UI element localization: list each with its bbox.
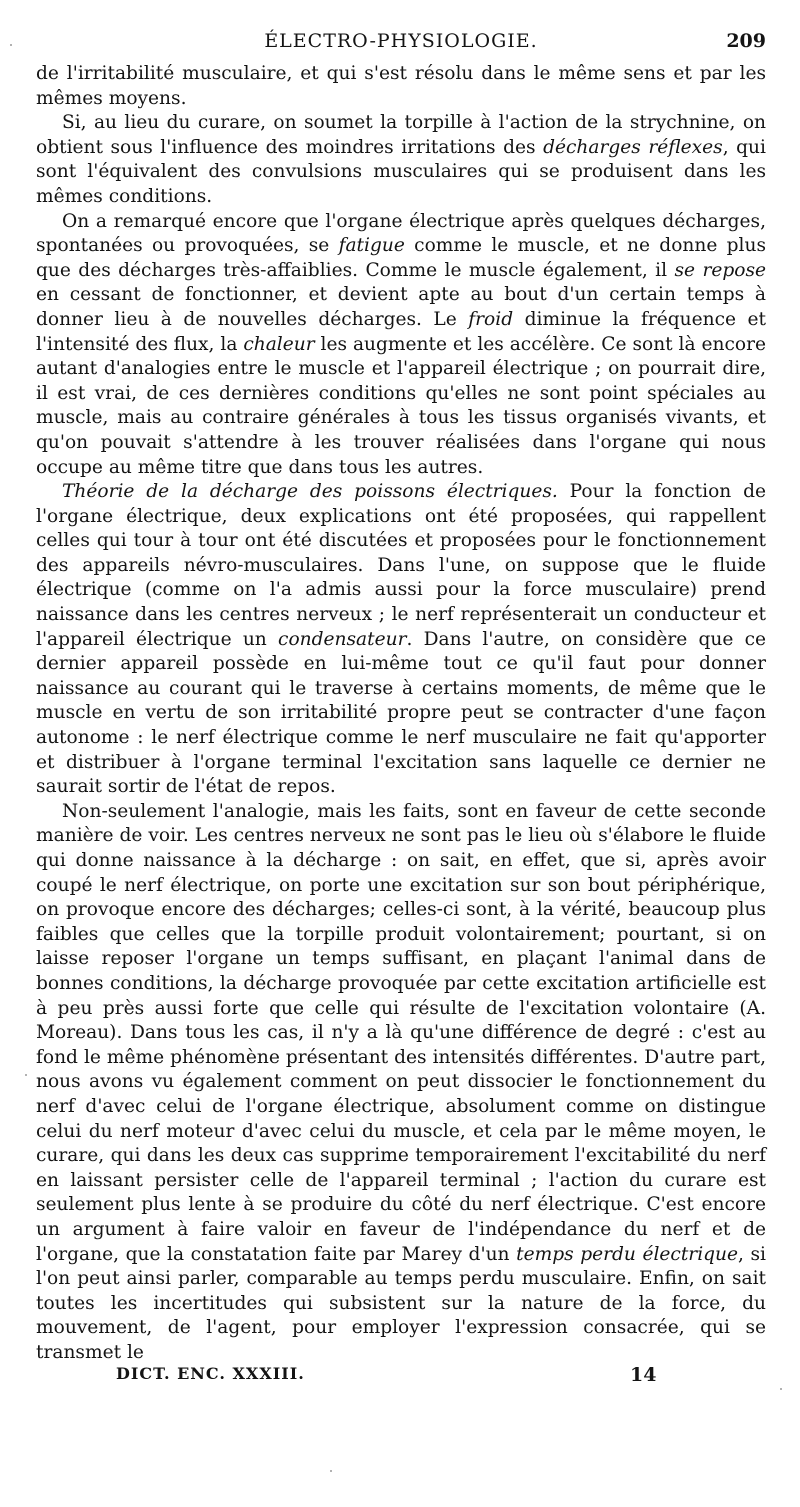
body-text (36, 62, 766, 1365)
scan-speck (25, 1074, 27, 1076)
text-run: Pour la fonction de l'organe électrique, deux explications ont été proposées, qui rappellent celles qui tour à tour ont été discutées et proposées pour le fonctionnement des appareils névro-musculaires. Dans l'une, on suppose que le fluide électrique (comme on l'a admis aussi pour la force musculaire) prend naissance dans les centres nerveux ; le nerf représenterait un conducteur et l'appareil électrique un (36, 481, 766, 650)
running-title: ÉLECTRO-PHYSIOLOGIE. (264, 30, 538, 52)
italic-text: condensateur (278, 628, 407, 650)
text-run: Si, au lieu du curare, on soumet la torpille à l'action de la strychnine, on obtient sous l'influence des moindres irritations des (36, 112, 766, 158)
text-run: de l'irritabilité musculaire, et qui s'est résolu dans le même sens et par les mêmes moyens. (36, 63, 766, 109)
paragraph-evidence (36, 800, 766, 1366)
paragraph-continuation (36, 62, 766, 111)
printer-signature: DICT. ENC. XXXIII. (116, 1364, 305, 1383)
paragraph-strychnine (36, 111, 766, 209)
text-run: . Dans l'autre, on considère que ce dernier appareil possède en lui-même tout ce qu'il faut pour donner naissance au courant qui le traverse à certains moments, de même que le muscle en vertu de son irritabilité propre peut se contracter d'une façon autonome : le nerf électrique comme le nerf musculaire ne fait qu'apporter et distribuer à l'organe terminal l'excitation sans laquelle ce dernier ne saurait sortir de l'état de repos. (36, 628, 767, 798)
italic-text: décharges réflexes (543, 136, 723, 158)
text-run: les augmente et les accélère. Ce sont là encore autant d'analogies entre le muscle et l'appareil électrique ; on pourrait dire, il est vrai, de ces dernières conditions qu'elles ne sont point spéciales au muscle, mais au contraire générales à tous les tissus organisés vivants, et qu'on pouvait s'attendre à les trouver réalisées dans l'organe qui nous occupe au même titre que dans tous les autres. (36, 333, 766, 478)
page-number: 209 (726, 30, 766, 52)
scan-speck (10, 44, 12, 46)
italic-text: Théorie de la décharge des poissons électriques. (62, 481, 558, 503)
text-run: Non-seulement l'analogie, mais les faits, sont en faveur de cette seconde manière de voir. Les centres nerveux ne sont pas le lieu où s'élabore le fluide qui donne naissance à la décharge : on sait, en effet, que si, après avoir coupé le nerf électrique, on porte une excitation sur son bout périphérique, on provoque encore des décharges; celles-ci sont, à la vérité, beaucoup plus faibles que celles que la torpille produit volontairement; pourtant, si on laisse reposer l'organe un temps suffisant, en plaçant l'animal dans de bonnes conditions, la décharge provoquée par cette excitation artificielle est à peu près aussi forte que celle qui résulte de l'excitation volontaire (A. Moreau). Dans tous les cas, il n'y a là qu'une différence de degré : c'est au fond le même phénomène présentant des intensités différentes. D'autre part, nous avons vu également comment on peut dissocier le fonctionnement du nerf d'avec celui de l'organe électrique, absolument comme on distingue celui du nerf moteur d'avec celui du muscle, et cela par le même moyen, le curare, qui dans les deux cas supprime temporairement l'excitabilité du nerf en laissant persister celle de l'appareil terminal ; l'action du curare est seulement plus lente à se produire du côté du nerf électrique. C'est encore un argument à faire valoir en faveur de l'indépendance du nerf et de l'organe, que la constatation faite par Marey d'un (36, 800, 766, 1265)
scan-speck (780, 1388, 782, 1390)
paragraph-fatigue (36, 210, 766, 481)
scan-speck (330, 1470, 332, 1472)
italic-text: temps perdu électrique (516, 1243, 739, 1265)
italic-text: se repose (674, 259, 766, 281)
paragraph-theory (36, 480, 766, 800)
text-run: en cessant de fonctionner, et devient apte au bout d'un certain temps à donner lieu à de nouvelles décharges. Le (36, 284, 766, 330)
sheet-number: 14 (630, 1364, 657, 1386)
page-header (36, 30, 766, 60)
text-run: , si l'on peut ainsi parler, comparable au temps perdu musculaire. Enfin, on sait toutes les incertitudes qui subsistent sur la nature de la force, du mouvement, de l'agent, pour employer l'expression consacrée, qui se transmet le (36, 1243, 767, 1363)
page-footer (36, 1364, 766, 1394)
italic-text: chaleur (243, 333, 315, 355)
italic-text: froid (468, 308, 514, 330)
text-run: comme le muscle, et ne donne plus que des décharges très-affaiblies. Comme le muscle également, il (36, 235, 767, 281)
italic-text: fatigue (338, 235, 405, 257)
text-run: diminue la fréquence et l'intensité des flux, la (36, 308, 766, 355)
text-run: On a remarqué encore que l'organe électrique après quelques décharges, spontanées ou provoquées, se (36, 210, 766, 257)
text-run: , qui sont l'équivalent des convulsions musculaires qui se produisent dans les mêmes conditions. (36, 136, 766, 207)
